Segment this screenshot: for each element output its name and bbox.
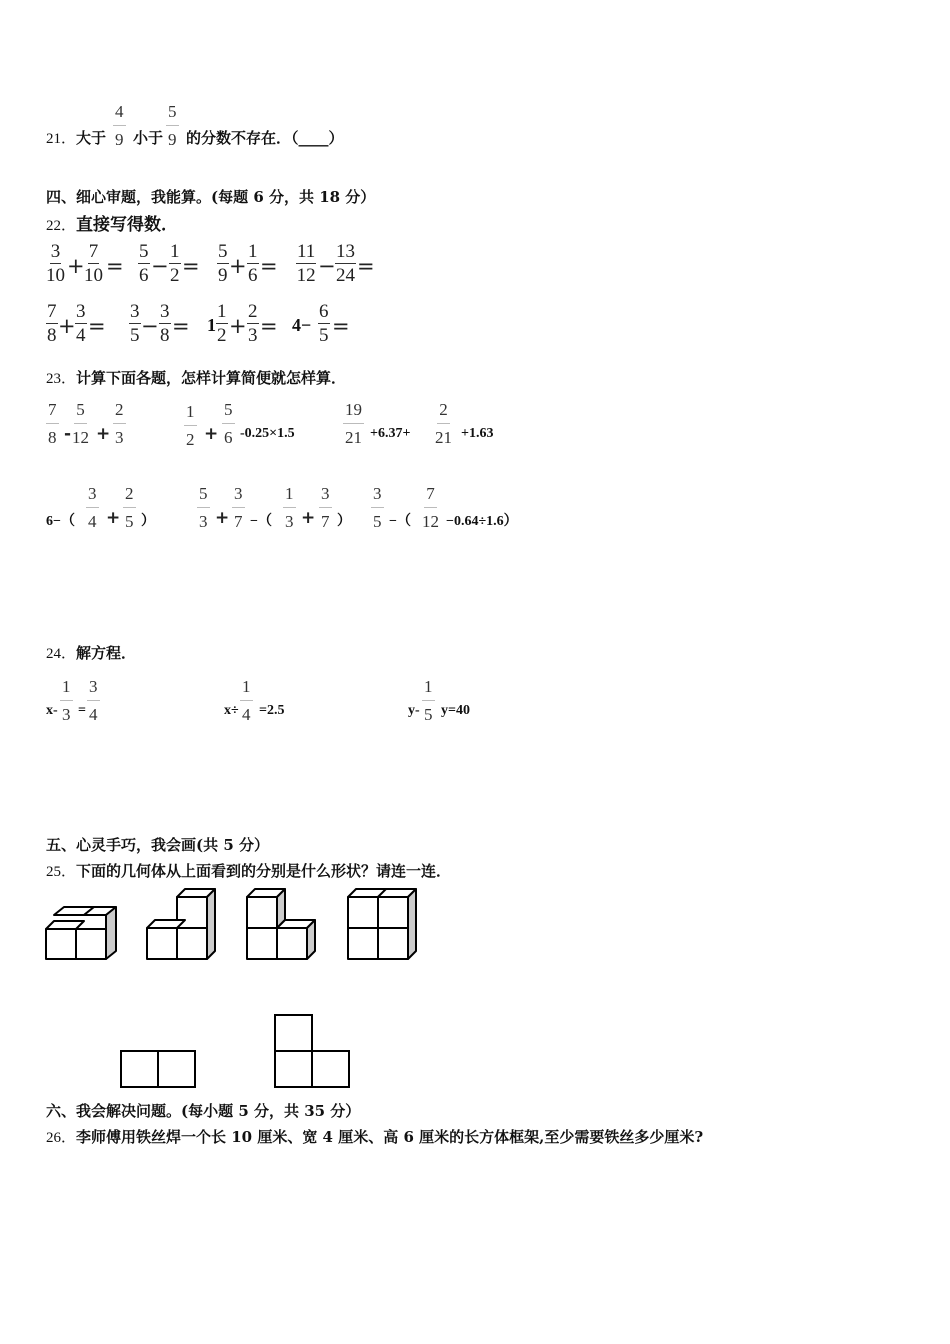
q23-e6-op1: −（	[389, 514, 411, 529]
q23-e6-f1: $\frac{3}{5}$	[373, 484, 382, 531]
q22-item-2-eq: =	[182, 254, 200, 278]
q21-fraction-2: $\frac{5}{9}$	[168, 102, 177, 149]
q23-e3-f1: $\frac{19}{21}$	[345, 400, 362, 447]
q21-text-1: 大于	[76, 129, 107, 147]
q24-e1-f1: $\frac{1}{3}$	[62, 677, 71, 724]
q23-e1-f3: $\frac{2}{3}$	[115, 400, 124, 447]
q24-e2-pre: x÷	[224, 703, 239, 718]
q23-e2-tail: -0.25×1.5	[240, 426, 295, 441]
solid-4-figure	[346, 887, 426, 962]
q23-e1-f1: $\frac{7}{8}$	[48, 400, 57, 447]
q23-e5-op1: +	[215, 508, 230, 528]
q22-item-4-op: −	[318, 254, 336, 278]
q23-e5-f3: $\frac{1}{3}$	[285, 484, 294, 531]
q22-item-1-eq: =	[106, 254, 124, 278]
q22-item-7-whole: 1	[207, 315, 216, 335]
q24-e1-f2: $\frac{3}{4}$	[89, 677, 98, 724]
q21-text-3: 的分数不存在．（____）	[186, 129, 344, 147]
q23-e3-tail: +1.63	[461, 426, 494, 441]
q22-item-3-eq: =	[260, 254, 278, 278]
q22-item-2-b: 1 2	[170, 241, 180, 286]
q23-e5-op3: +	[301, 508, 316, 528]
q22-item-6-op: −	[141, 314, 159, 338]
q23-e5-post: ）	[337, 514, 351, 529]
q22-item-4-eq: =	[357, 254, 375, 278]
q23-e5-f1: $\frac{5}{3}$	[199, 484, 208, 531]
q23-e4-op1: +	[106, 508, 121, 528]
q24-e2-tail: =2.5	[259, 703, 285, 718]
q23-e4-f1: $\frac{3}{4}$	[88, 484, 97, 531]
q22-heading: 22．直接写得数．	[46, 215, 179, 235]
section-4-title: 四、细心审题，我能算。(每题 6 分，共 18 分）	[46, 188, 376, 206]
q22-item-7-eq: =	[260, 314, 278, 338]
section-6-title: 六、我会解决问题。(每小题 5 分，共 35 分）	[46, 1102, 361, 1120]
q22-item-4-a: 11 12	[296, 241, 316, 286]
q22-item-6-a: 3 5	[130, 301, 140, 346]
q23-e2-f1: $\frac{1}{2}$	[186, 402, 195, 449]
q22-item-5-op: +	[58, 314, 76, 338]
q22-item-3-op: +	[229, 254, 247, 278]
q24-e2-f1: $\frac{1}{4}$	[242, 677, 251, 724]
q21-fraction-1: $\frac{4}{9}$	[115, 102, 124, 149]
q22-item-5-eq: =	[88, 314, 106, 338]
q23-e5-f4: $\frac{3}{7}$	[321, 484, 330, 531]
q22-item-7-b: 2 3	[248, 301, 258, 346]
view-two-squares	[120, 1050, 200, 1090]
q22-item-1-a: 3 10	[46, 241, 65, 286]
q24-e3-tail: y=40	[441, 703, 470, 718]
q23-e2-f2: $\frac{5}{6}$	[224, 400, 233, 447]
q23-e1-op1: -	[64, 424, 72, 444]
q22-item-3-b: 1 6	[248, 241, 258, 286]
q23-e6-f2: $\frac{7}{12}$	[422, 484, 439, 531]
solid-2-figure	[145, 887, 225, 962]
q22-item-6-b: 3 8	[160, 301, 170, 346]
q22-item-1-op: +	[67, 254, 85, 278]
q22-item-8-pre: 4−	[292, 315, 312, 335]
q22-item-7-op: +	[229, 314, 247, 338]
q24-e1-eq: =	[78, 703, 86, 718]
q23-e5-f2: $\frac{3}{7}$	[234, 484, 243, 531]
q23-e1-op2: +	[96, 424, 111, 444]
q23-e3-f2: $\frac{2}{21}$	[435, 400, 452, 447]
q24-heading: 24．解方程．	[46, 644, 137, 662]
section-5-title: 五、心灵手巧，我会画(共 5 分）	[46, 836, 269, 854]
q22-item-3-a: 5 9	[218, 241, 228, 286]
q23-heading: 23．计算下面各题，怎样计算简便就怎样算．	[46, 369, 347, 387]
solid-1-figure	[44, 905, 124, 965]
q22-item-1-b: 7 10	[84, 241, 103, 286]
q22-item-5-b: 3 4	[76, 301, 86, 346]
q21-text-2: 小于	[133, 129, 164, 147]
view-l-shape	[274, 1014, 354, 1089]
q24-e1-pre: x-	[46, 703, 58, 718]
q21-line	[46, 127, 106, 148]
q22-item-8-eq: =	[332, 314, 350, 338]
q24-e3-pre: y-	[408, 703, 420, 718]
q23-e2-op1: +	[204, 424, 219, 444]
q22-item-5-a: 7 8	[47, 301, 57, 346]
q23-e4-post: ）	[141, 514, 155, 529]
q22-item-2-op: −	[151, 254, 169, 278]
q22-item-8-b: 6 5	[319, 301, 329, 346]
q22-item-2-a: 5 6	[139, 241, 149, 286]
q21-answer-blank[interactable]: ____	[298, 129, 329, 147]
q21-number: 21．	[46, 131, 77, 147]
q22-item-4-b: 13 24	[336, 241, 355, 286]
solid-3-figure	[245, 887, 325, 962]
q23-e3-mid: +6.37+	[370, 426, 411, 441]
q24-e3-f1: $\frac{1}{5}$	[424, 677, 433, 724]
q23-e5-op2: −（	[250, 514, 272, 529]
q23-e4-f2: $\frac{2}{5}$	[125, 484, 134, 531]
q23-e4-pre: 6−（	[46, 514, 75, 529]
q23-e6-tail: −0.64÷1.6）	[446, 514, 518, 529]
q22-item-7-a: 1 2	[217, 301, 227, 346]
q25-heading: 25．下面的几何体从上面看到的分别是什么形状？请连一连．	[46, 862, 452, 880]
q26-line: 26．李师傅用铁丝焊一个长 10 厘米、宽 4 厘米、高 6 厘米的长方体框架,至少需要铁丝多少厘米?	[46, 1128, 704, 1146]
q23-e1-f2: $\frac{5}{12}$	[72, 400, 89, 447]
q22-item-6-eq: =	[172, 314, 190, 338]
